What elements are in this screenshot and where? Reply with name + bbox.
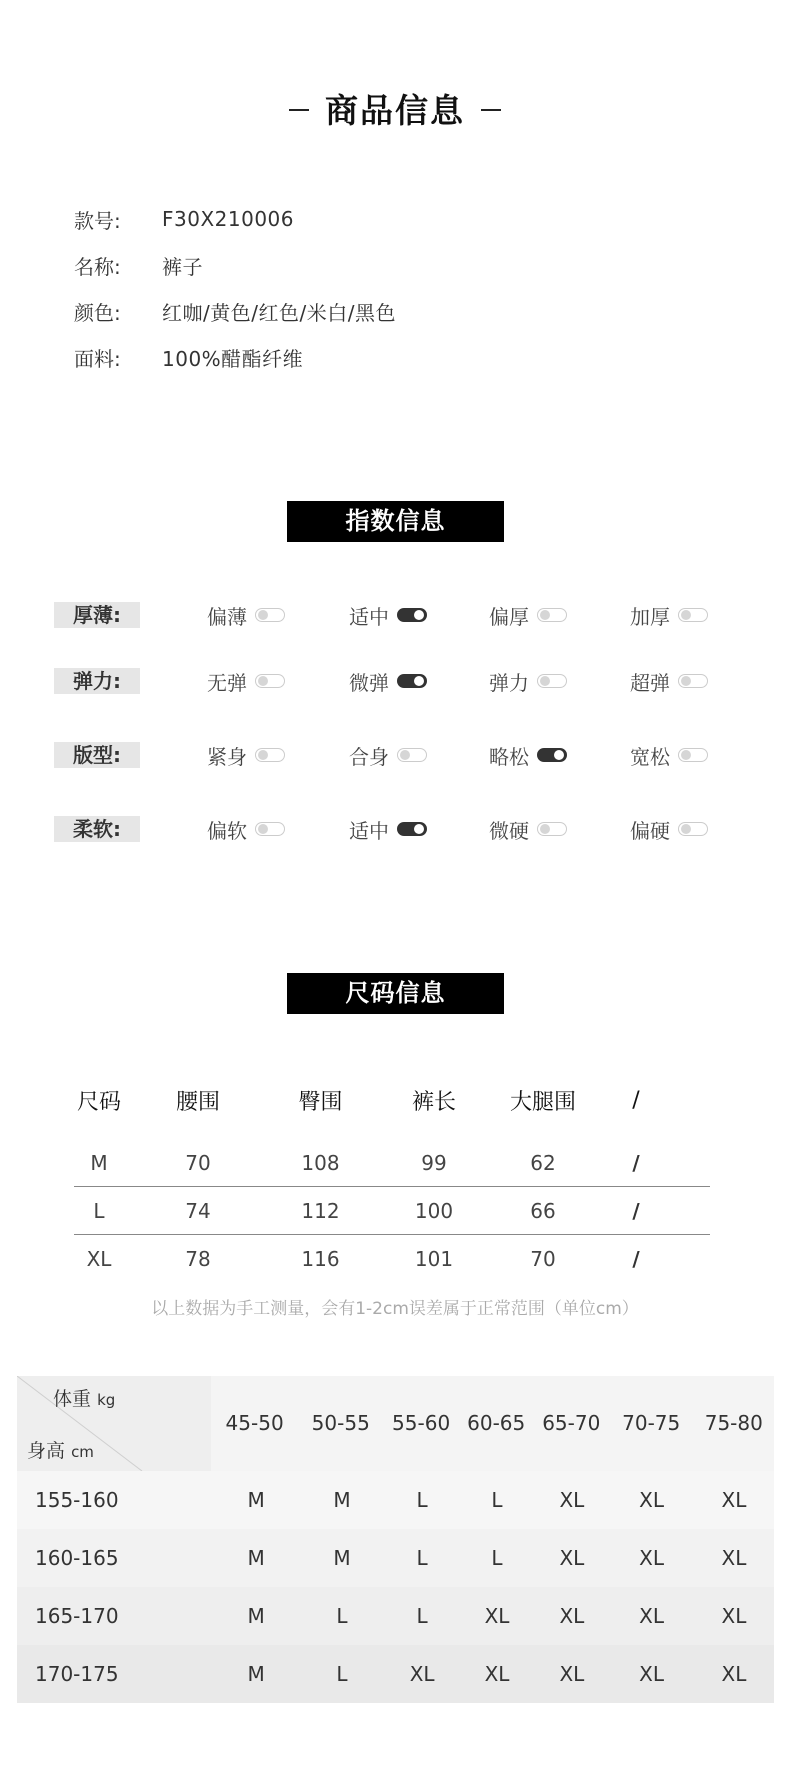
title-dash-right (481, 109, 501, 111)
size-table-cell: 70 (185, 1150, 211, 1175)
height-range-label: 160-165 (35, 1546, 119, 1570)
recommended-size-cell: L (491, 1546, 503, 1570)
weight-range-header: 65-70 (542, 1411, 601, 1435)
toggle-on-icon (537, 748, 567, 762)
size-table-header (74, 1075, 710, 1125)
recommended-size-cell: XL (559, 1662, 585, 1686)
product-info-title-text: 商品信息 (325, 91, 465, 130)
header-length: 裤长 (411, 1089, 456, 1115)
recommended-size-cell: L (416, 1604, 428, 1628)
height-row (17, 1471, 774, 1529)
index-option-label: 偏软 (207, 818, 247, 843)
info-row-color (74, 288, 396, 334)
recommended-size-cell: XL (559, 1604, 585, 1628)
index-row (0, 740, 790, 770)
recommended-size-cell: XL (559, 1546, 585, 1570)
size-table-cell: 74 (185, 1198, 211, 1223)
size-table-cell: 108 (301, 1150, 340, 1175)
weight-range-header: 60-65 (467, 1411, 526, 1435)
index-row-label: 弹力: (54, 668, 140, 694)
weight-height-body (17, 1471, 774, 1703)
size-table (74, 1075, 710, 1283)
index-row (0, 666, 790, 696)
size-table-cell: XL (86, 1247, 112, 1271)
height-row (17, 1587, 774, 1645)
title-dash-left (289, 109, 309, 111)
recommended-size-cell: L (491, 1488, 503, 1512)
recommended-size-cell: XL (484, 1662, 510, 1686)
recommended-size-cell: M (247, 1488, 265, 1512)
recommended-size-cell: M (333, 1488, 351, 1512)
size-table-cell: 78 (185, 1247, 211, 1271)
weight-header-row (17, 1376, 774, 1471)
index-option (349, 666, 427, 696)
index-option (349, 740, 427, 770)
weight-range-header: 70-75 (622, 1411, 681, 1435)
index-option (207, 814, 285, 844)
recommended-size-cell: XL (559, 1488, 585, 1512)
weight-range-header: 50-55 (311, 1411, 370, 1435)
index-option-label: 弹力 (489, 670, 529, 695)
size-table-cell: / (632, 1198, 640, 1223)
index-option-label: 合身 (349, 744, 389, 769)
height-range-label: 170-175 (35, 1662, 119, 1686)
index-option (207, 740, 285, 770)
index-row (0, 600, 790, 630)
header-hip: 臀围 (298, 1089, 343, 1115)
index-option (489, 814, 567, 844)
recommended-size-cell: XL (409, 1662, 435, 1686)
index-option (630, 740, 708, 770)
recommended-size-cell: L (416, 1488, 428, 1512)
toggle-on-icon (397, 608, 427, 622)
info-row-style-number (74, 196, 396, 242)
size-table-cell: 62 (530, 1150, 556, 1175)
info-value: 裤子 (162, 254, 203, 279)
toggle-on-icon (397, 674, 427, 688)
index-option (349, 814, 427, 844)
size-table-cell: 112 (301, 1198, 340, 1223)
toggle-off-icon (537, 822, 567, 836)
header-extra: / (632, 1087, 640, 1113)
product-info-title (0, 85, 790, 132)
index-option-label: 微硬 (489, 818, 529, 843)
info-value: 100%醋酯纤维 (162, 346, 304, 371)
recommended-size-cell: XL (721, 1662, 747, 1686)
size-table-cell: 66 (530, 1198, 556, 1223)
index-row-label: 厚薄: (54, 602, 140, 628)
index-option-label: 略松 (489, 744, 529, 769)
info-row-name (74, 242, 396, 288)
height-range-label: 165-170 (35, 1604, 119, 1628)
toggle-off-icon (255, 822, 285, 836)
recommended-size-cell: M (247, 1662, 265, 1686)
info-key: 颜色: (74, 300, 121, 325)
info-key: 名称: (74, 254, 121, 279)
index-row-label: 版型: (54, 742, 140, 768)
header-waist: 腰围 (175, 1089, 220, 1115)
size-table-row (74, 1235, 710, 1283)
info-value: 红咖/黄色/红色/米白/黑色 (162, 300, 396, 325)
index-option (489, 740, 567, 770)
recommended-size-cell: M (333, 1546, 351, 1570)
weight-range-header: 55-60 (392, 1411, 451, 1435)
size-table-row (74, 1187, 710, 1235)
size-table-cell: / (632, 1150, 640, 1175)
index-option-label: 超弹 (630, 670, 670, 695)
recommended-size-cell: XL (639, 1546, 664, 1570)
recommended-size-cell: L (336, 1662, 348, 1686)
index-option-label: 偏厚 (489, 604, 529, 629)
index-option-label: 适中 (349, 818, 389, 843)
weight-height-grid (17, 1376, 774, 1703)
weight-range-header: 45-50 (225, 1411, 284, 1435)
index-option-label: 偏薄 (207, 604, 247, 629)
recommended-size-cell: XL (721, 1488, 747, 1512)
recommended-size-cell: L (336, 1604, 348, 1628)
index-row-label: 柔软: (54, 816, 140, 842)
toggle-off-icon (537, 674, 567, 688)
toggle-off-icon (537, 608, 567, 622)
index-option (207, 600, 285, 630)
size-table-row (74, 1139, 710, 1187)
recommended-size-cell: XL (721, 1604, 747, 1628)
info-key: 款号: (74, 208, 121, 233)
toggle-off-icon (255, 748, 285, 762)
weight-range-header: 75-80 (704, 1411, 763, 1435)
size-table-body (74, 1139, 710, 1283)
index-option (630, 814, 708, 844)
toggle-off-icon (678, 822, 708, 836)
size-info-title: 尺码信息 (287, 973, 504, 1014)
recommended-size-cell: XL (639, 1604, 664, 1628)
index-option-label: 微弹 (349, 670, 389, 695)
recommended-size-cell: L (416, 1546, 428, 1570)
toggle-off-icon (678, 748, 708, 762)
height-label: 身高 cm (27, 1440, 94, 1462)
recommended-size-cell: XL (484, 1604, 510, 1628)
toggle-off-icon (255, 608, 285, 622)
size-table-cell: / (632, 1247, 640, 1271)
size-table-cell: 70 (530, 1247, 556, 1271)
toggle-off-icon (397, 748, 427, 762)
header-thigh: 大腿围 (509, 1089, 576, 1115)
index-option-label: 偏硬 (630, 818, 670, 843)
index-option (489, 666, 567, 696)
index-option (207, 666, 285, 696)
toggle-off-icon (678, 608, 708, 622)
weight-label: 体重 kg (53, 1388, 116, 1410)
size-table-cell: L (93, 1198, 105, 1223)
toggle-on-icon (397, 822, 427, 836)
height-row (17, 1529, 774, 1587)
index-option (630, 666, 708, 696)
size-table-cell: 100 (414, 1198, 454, 1223)
info-key: 面料: (74, 346, 121, 371)
index-option (349, 600, 427, 630)
recommended-size-cell: XL (721, 1546, 747, 1570)
size-table-cell: 99 (421, 1150, 447, 1175)
info-row-fabric (74, 334, 396, 380)
height-row (17, 1645, 774, 1703)
index-option (489, 600, 567, 630)
recommended-size-cell: XL (639, 1662, 664, 1686)
index-option-label: 无弹 (207, 670, 247, 695)
info-value: F30X210006 (162, 207, 295, 231)
recommended-size-cell: M (247, 1546, 265, 1570)
index-info-title: 指数信息 (287, 501, 504, 542)
size-table-cell: M (90, 1150, 108, 1175)
index-option-label: 紧身 (207, 744, 247, 769)
recommended-size-cell: M (247, 1604, 265, 1628)
header-size: 尺码 (76, 1089, 121, 1115)
toggle-off-icon (255, 674, 285, 688)
index-row (0, 814, 790, 844)
height-range-label: 155-160 (35, 1488, 119, 1512)
grid-corner-cell (17, 1376, 211, 1471)
index-option (630, 600, 708, 630)
product-info-list (74, 196, 396, 380)
index-option-label: 宽松 (630, 744, 670, 769)
measurement-note: 以上数据为手工测量，会有1-2cm误差属于正常范围（单位cm） (151, 1299, 639, 1319)
size-table-cell: 116 (301, 1247, 340, 1271)
size-table-cell: 101 (414, 1247, 454, 1271)
index-option-label: 适中 (349, 604, 389, 629)
recommended-size-cell: XL (639, 1488, 664, 1512)
index-option-label: 加厚 (630, 604, 670, 629)
toggle-off-icon (678, 674, 708, 688)
